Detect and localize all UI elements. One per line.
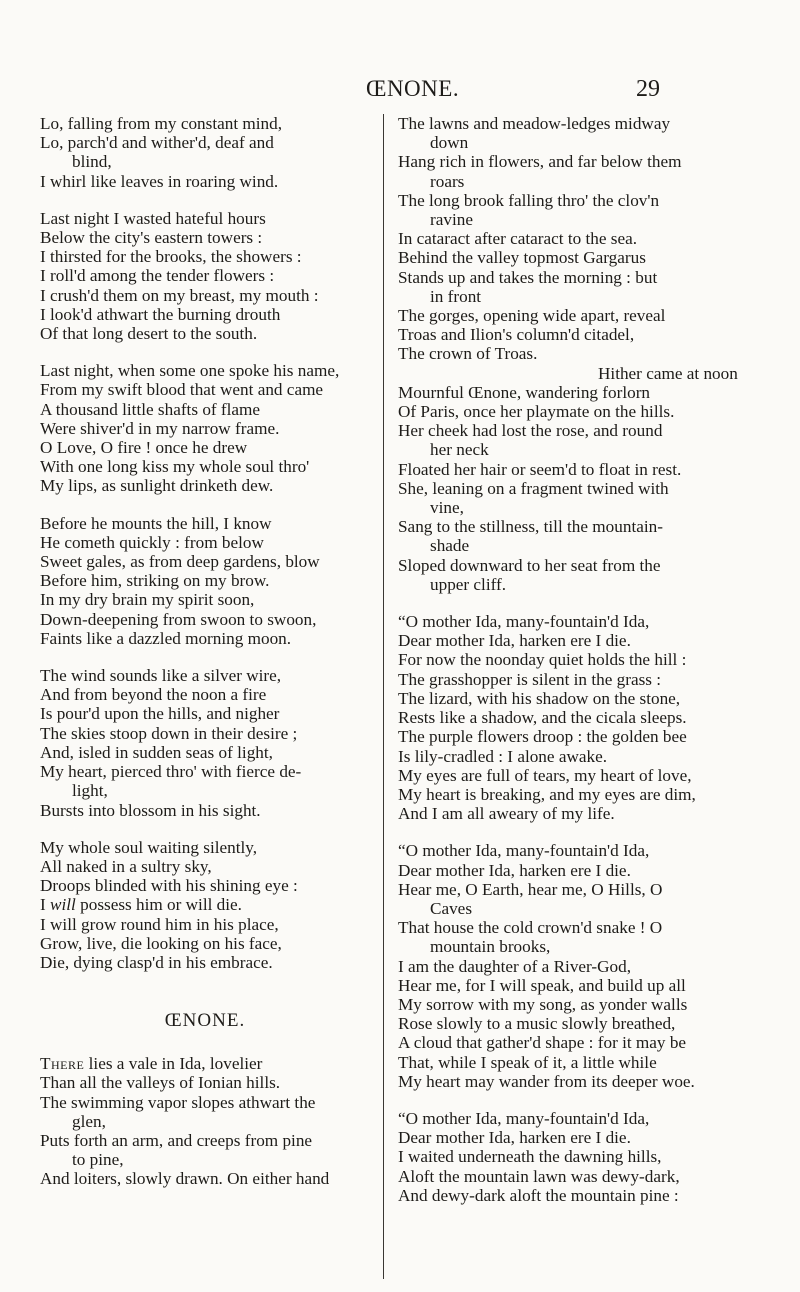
poem-line: My whole soul waiting silently, (40, 837, 258, 857)
poem-line: I am the daughter of a River-God, (398, 956, 632, 976)
poem-line: Lo, falling from my constant mind, (40, 114, 283, 133)
poem-line: upper cliff. (430, 574, 507, 594)
poem-line: From my swift blood that went and came (40, 380, 324, 400)
poem-line: Die, dying clasp'd in his embrace. (40, 952, 273, 972)
poem-line: I roll'd among the tender flowers : (40, 266, 275, 286)
poem-line: Rests like a shadow, and the cicala sleeps. (398, 708, 687, 728)
poem-line: For now the noonday quiet holds the hill : (398, 650, 687, 670)
page-number: 29 (636, 76, 660, 102)
poem-line: Caves (430, 898, 473, 918)
poem-line: I thirsted for the brooks, the showers : (40, 247, 302, 267)
poem-line: ravine (430, 210, 473, 230)
poem-line: A thousand little shafts of flame (40, 399, 261, 419)
poem-line: Bursts into blossom in his sight. (40, 800, 261, 820)
poem-line: “O mother Ida, many-fountain'd Ida, (398, 1108, 650, 1128)
poem-line: Of Paris, once her playmate on the hills. (398, 402, 675, 422)
poem-line (40, 1054, 370, 1073)
poem-line: The lizard, with his shadow on the stone, (398, 688, 681, 708)
poem-line: Rose slowly to a music slowly breathed, (398, 1014, 676, 1034)
poem-line: With one long kiss my whole soul thro' (40, 457, 310, 477)
stanza (40, 114, 370, 191)
poem-line: Lo, parch'd and wither'd, deaf and (40, 133, 274, 153)
poem-line: roars (430, 171, 465, 191)
poem-line: Were shiver'd in my narrow frame. (40, 418, 280, 438)
stanza (40, 361, 370, 495)
poem-line: The grasshopper is silent in the grass : (398, 669, 662, 689)
poem-line: “O mother Ida, many-fountain'd Ida, (398, 612, 650, 632)
poem-line: She, leaning on a fragment twined with (398, 478, 669, 498)
section-title: ŒNONE. (164, 1010, 246, 1032)
stanza (398, 1109, 765, 1205)
poem-line: Grow, live, die looking on his face, (40, 933, 282, 953)
oenone-opening (40, 1054, 370, 1188)
poem-line: Stands up and takes the morning : but (398, 267, 658, 287)
poem-line: Dear mother Ida, harken ere I die. (398, 860, 631, 880)
poem-line: And dewy-dark aloft the mountain pine : (398, 1185, 679, 1205)
poem-line: Faints like a dazzled morning moon. (40, 628, 292, 648)
poem-line: Sweet gales, as from deep gardens, blow (40, 552, 320, 572)
poem-line: He cometh quickly : from below (40, 532, 264, 552)
poem-line: Her cheek had lost the rose, and round (398, 421, 663, 441)
poem-line: Aloft the mountain lawn was dewy-dark, (398, 1166, 680, 1186)
poem-line: My heart may wander from its deeper woe. (398, 1071, 695, 1091)
poem-line: Droops blinded with his shining eye : (40, 876, 298, 896)
line-text: I (40, 895, 51, 915)
poem-line (40, 895, 370, 914)
poem-line: mountain brooks, (430, 937, 551, 957)
stanza (40, 838, 370, 972)
line-text: lies a vale in Ida, lovelier (84, 1054, 263, 1074)
poem-line: Before he mounts the hill, I know (40, 513, 272, 533)
poem-line: Mournful Œnone, wandering forlorn (398, 382, 651, 402)
stanza (40, 209, 370, 343)
poem-line: “O mother Ida, many-fountain'd Ida, (398, 841, 650, 861)
poem-line: her neck (430, 440, 489, 460)
poem-line: Behind the valley topmost Gargarus (398, 248, 646, 268)
stanza (40, 514, 370, 648)
poem-line: And loiters, slowly drawn. On either hand (40, 1169, 330, 1189)
poem-line: in front (430, 286, 482, 306)
poem-line: That, while I speak of it, a little while (398, 1052, 657, 1072)
poem-line: Dear mother Ida, harken ere I die. (398, 1128, 631, 1148)
poem-line: O Love, O fire ! once he drew (40, 438, 248, 458)
stanza (398, 612, 765, 823)
poem-line: Below the city's eastern towers : (40, 228, 263, 248)
poem-line: Sang to the stillness, till the mountain- (398, 517, 663, 537)
poem-line: blind, (72, 152, 112, 172)
poem-line: And I am all aweary of my life. (398, 804, 615, 824)
poem-line: Down-deepening from swoon to swoon, (40, 609, 317, 629)
poem-line: In cataract after cataract to the sea. (398, 229, 638, 249)
poem-line: A cloud that gather'd shape : for it may be (398, 1033, 687, 1053)
poem-line: I will grow round him in his place, (40, 914, 279, 934)
stanza (398, 114, 765, 594)
right-column (383, 114, 765, 1279)
poem-line: My heart, pierced thro' with fierce de- (40, 762, 302, 782)
line-text: possess him or will die. (75, 895, 242, 915)
poem-line: Dear mother Ida, harken ere I die. (398, 631, 631, 651)
poem-line: Of that long desert to the south. (40, 324, 258, 344)
page-header (0, 76, 800, 106)
poem-line: I whirl like leaves in roaring wind. (40, 171, 279, 191)
poem-line: Last night, when some one spoke his name, (40, 361, 340, 381)
poem-line: down (430, 133, 469, 153)
poem-line: All naked in a sultry sky, (40, 856, 212, 876)
small-caps-opening: There (40, 1054, 85, 1074)
poem-line: Floated her hair or seem'd to float in rest. (398, 459, 682, 479)
poem-line: shade (430, 536, 470, 556)
stanza (398, 841, 765, 1091)
poem-line: The purple flowers droop : the golden bee (398, 727, 687, 747)
poem-line: The lawns and meadow-ledges midway (398, 114, 671, 133)
emphasis: will (50, 895, 76, 915)
running-title: ŒNONE. (366, 76, 460, 101)
poem-line: Troas and Ilion's column'd citadel, (398, 325, 635, 345)
poem-line: I look'd athwart the burning drouth (40, 304, 281, 324)
poem-line: The swimming vapor slopes athwart the (40, 1092, 316, 1112)
poem-line: glen, (72, 1111, 106, 1131)
poem-line: Hear me, for I will speak, and build up all (398, 975, 686, 995)
poem-line: Is lily-cradled : I alone awake. (398, 746, 608, 766)
poem-line: Hear me, O Earth, hear me, O Hills, O (398, 879, 663, 899)
poem-line: Hither came at noon (598, 363, 738, 383)
poem-line: Sloped downward to her seat from the (398, 555, 661, 575)
poem-line: I crush'd them on my breast, my mouth : (40, 285, 319, 305)
poem-line: My sorrow with my song, as yonder walls (398, 994, 688, 1014)
poem-line: Is pour'd upon the hills, and nigher (40, 704, 280, 724)
poem-line: The crown of Troas. (398, 344, 538, 364)
poem-line: The long brook falling thro' the clov'n (398, 190, 660, 210)
poem-line: The wind sounds like a silver wire, (40, 666, 282, 686)
poem-line: My lips, as sunlight drinketh dew. (40, 476, 274, 496)
poem-line: In my dry brain my spirit soon, (40, 590, 255, 610)
poem-line: That house the cold crown'd snake ! O (398, 918, 663, 938)
stanza (40, 666, 370, 820)
poem-line: Hang rich in flowers, and far below them (398, 152, 682, 172)
poem-line: The skies stoop down in their desire ; (40, 723, 298, 743)
poem-line: And from beyond the noon a fire (40, 685, 267, 705)
poem-line: Puts forth an arm, and creeps from pine (40, 1130, 313, 1150)
poem-line: Before him, striking on my brow. (40, 571, 270, 591)
poem-line: Last night I wasted hateful hours (40, 208, 266, 228)
poem-line: light, (72, 781, 108, 801)
poem-line: to pine, (72, 1150, 124, 1170)
poem-line: Than all the valleys of Ionian hills. (40, 1073, 281, 1093)
left-column (40, 114, 370, 1189)
poem-line: I waited underneath the dawning hills, (398, 1147, 662, 1167)
poem-line: My heart is breaking, and my eyes are dim, (398, 784, 696, 804)
poem-line: vine, (430, 498, 464, 518)
poem-line: And, isled in sudden seas of light, (40, 742, 273, 762)
poem-line: My eyes are full of tears, my heart of love, (398, 765, 692, 785)
poem-line: The gorges, opening wide apart, reveal (398, 306, 666, 326)
